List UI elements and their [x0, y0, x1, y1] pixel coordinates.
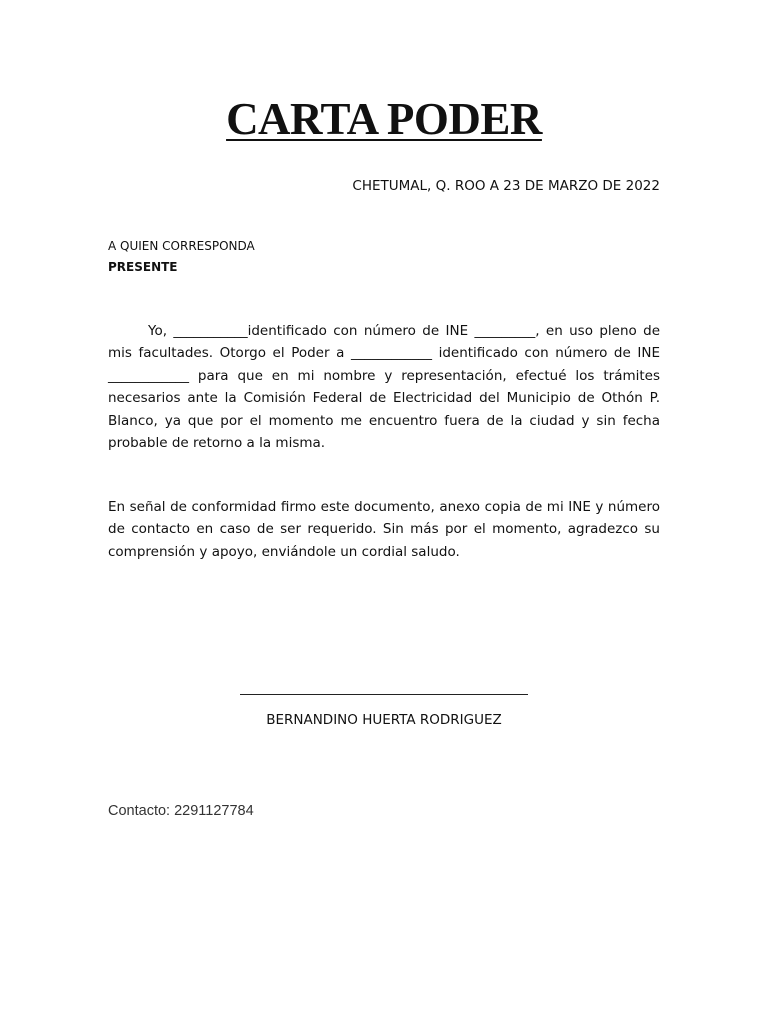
paragraph-line: En señal de conformidad firmo este documento, anexo copia de mi INE y número	[108, 499, 660, 515]
paragraph-line: probable de retorno a la misma.	[108, 435, 326, 452]
body-paragraph-2	[108, 496, 660, 563]
signature-line	[240, 694, 528, 695]
paragraph-line: ____________ para que en mi nombre y representación, efectué los trámites	[108, 367, 660, 384]
contact-info: Contacto: 2291127784	[108, 803, 254, 819]
paragraph-line: Yo, ___________identificado con número de INE _________, en uso pleno de	[148, 323, 660, 339]
paragraph-line: de contacto en caso de ser requerido. Sin más por el momento, agradezco su	[108, 521, 660, 538]
signatory-name: BERNANDINO HUERTA RODRIGUEZ	[266, 712, 502, 728]
paragraph-line: comprensión y apoyo, enviándole un cordial saludo.	[108, 543, 460, 560]
body-paragraph-1	[108, 320, 660, 454]
paragraph-line: mis facultades. Otorgo el Poder a ____________ identificado con número de INE	[108, 345, 660, 362]
document-title: CARTA PODER	[226, 94, 542, 144]
place-and-date: CHETUMAL, Q. ROO A 23 DE MARZO DE 2022	[352, 178, 660, 194]
salutation-line: PRESENTE	[108, 260, 178, 274]
paragraph-line: necesarios ante la Comisión Federal de Electricidad del Municipio de Othón P.	[108, 390, 660, 407]
recipient-line: A QUIEN CORRESPONDA	[108, 239, 255, 253]
recipient-block	[108, 236, 255, 278]
paragraph-line: Blanco, ya que por el momento me encuentro fuera de la ciudad y sin fecha	[108, 412, 660, 429]
